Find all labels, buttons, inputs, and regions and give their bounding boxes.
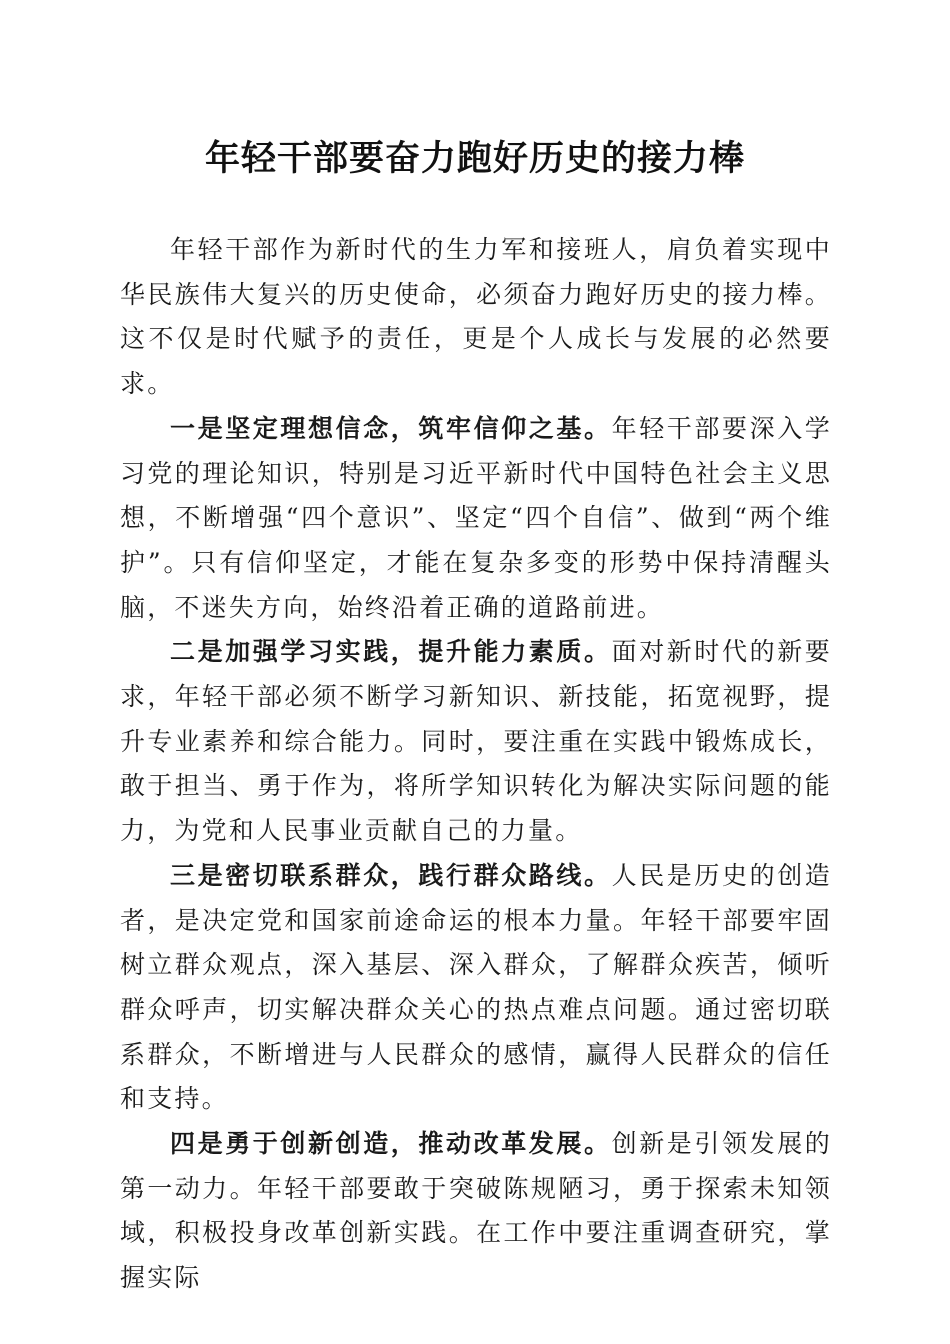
paragraph-text: 年轻干部作为新时代的生力军和接班人，肩负着实现中华民族伟大复兴的历史使命，必须奋力跑好历史的接力棒。这不仅是时代赋予的责任，更是个人成长与发展的必然要求。 bbox=[120, 235, 832, 399]
paragraph-lead: 一是坚定理想信念，筑牢信仰之基。 bbox=[170, 413, 612, 443]
paragraph-point-2 bbox=[120, 630, 832, 854]
paragraph-lead: 三是密切联系群众，践行群众路线。 bbox=[170, 860, 612, 890]
document-title: 年轻干部要奋力跑好历史的接力棒 bbox=[204, 139, 745, 179]
paragraph-text: 人民是历史的创造者，是决定党和国家前途命运的根本力量。年轻干部要牢固树立群众观点，深入基层、深入群众，了解群众疾苦，倾听群众呼声，切实解决群众关心的热点难点问题。通过密切联系群众，不断增进与人民群众的感情，赢得人民群众的信任和支持。 bbox=[120, 860, 832, 1114]
paragraph-point-4 bbox=[120, 1122, 832, 1301]
document-body bbox=[120, 228, 832, 1301]
paragraph-lead: 二是加强学习实践，提升能力素质。 bbox=[170, 637, 612, 667]
paragraph-intro bbox=[120, 228, 832, 407]
paragraph-point-3 bbox=[120, 854, 832, 1122]
paragraph-text: 年轻干部要深入学习党的理论知识，特别是习近平新时代中国特色社会主义思想，不断增强“四个意识”、坚定“四个自信”、做到“两个维护”。只有信仰坚定，才能在复杂多变的形势中保持清醒头脑，不迷失方向，始终沿着正确的道路前进。 bbox=[120, 413, 832, 622]
paragraph-point-1 bbox=[120, 407, 832, 631]
paragraph-lead: 四是勇于创新创造，推动改革发展。 bbox=[170, 1129, 612, 1159]
paragraph-text: 创新是引领发展的第一动力。年轻干部要敢于突破陈规陋习，勇于探索未知领域，积极投身改革创新实践。在工作中要注重调查研究，掌握实际 bbox=[120, 1129, 832, 1293]
paragraph-text: 面对新时代的新要求，年轻干部必须不断学习新知识、新技能，拓宽视野，提升专业素养和综合能力。同时，要注重在实践中锻炼成长，敢于担当、勇于作为，将所学知识转化为解决实际问题的能力，为党和人民事业贡献自己的力量。 bbox=[120, 637, 832, 846]
